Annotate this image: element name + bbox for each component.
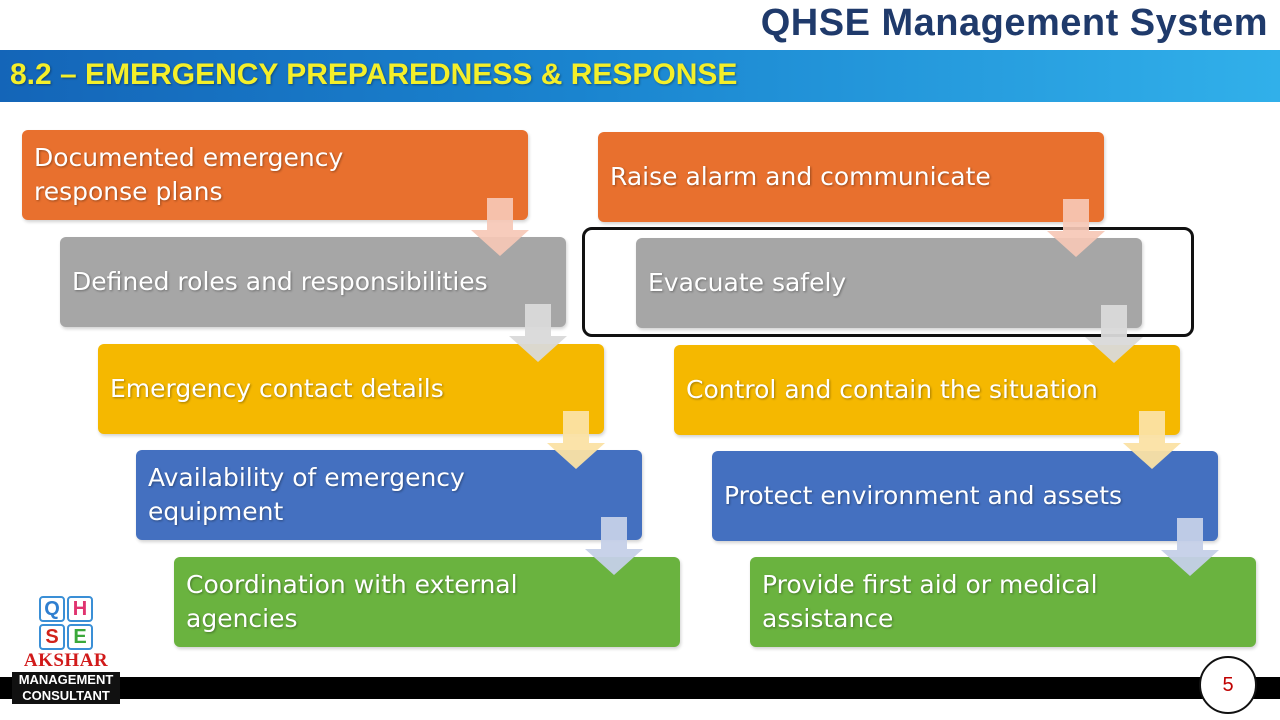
process-step-label: Protect environment and assets xyxy=(724,481,1123,510)
process-step-label: Control and contain the situation xyxy=(686,375,1098,404)
down-arrow-icon xyxy=(1161,518,1219,576)
down-arrow-icon xyxy=(547,411,605,469)
process-step-label: Provide first aid or medical assistance xyxy=(762,570,1098,633)
section-title: 8.2 – EMERGENCY PREPAREDNESS & RESPONSE xyxy=(10,58,738,91)
logo-letter: E xyxy=(67,624,93,650)
brand-title: QHSE Management System xyxy=(760,2,1268,44)
down-arrow-icon xyxy=(585,517,643,575)
process-step-label: Evacuate safely xyxy=(648,268,847,297)
process-step-label: Documented emergency response plans xyxy=(34,143,344,206)
process-step-label: Availability of emergency equipment xyxy=(148,463,465,526)
logo-letter: H xyxy=(67,596,93,622)
process-step-label: Coordination with external agencies xyxy=(186,570,518,633)
logo-name: AKSHAR xyxy=(23,650,109,671)
process-step-label: Emergency contact details xyxy=(110,374,444,403)
down-arrow-icon xyxy=(471,198,529,256)
logo-subtitle-line: MANAGEMENT xyxy=(18,672,114,687)
down-arrow-icon xyxy=(1047,199,1105,257)
logo-subtitle-line: CONSULTANT xyxy=(22,688,110,703)
company-logo xyxy=(10,596,122,708)
process-step-documented-plans xyxy=(22,130,528,220)
logo-letter: Q xyxy=(39,596,65,622)
process-step-label: Defined roles and responsibilities xyxy=(72,267,488,296)
down-arrow-icon xyxy=(1123,411,1181,469)
down-arrow-icon xyxy=(509,304,567,362)
logo-subtitle xyxy=(12,672,120,704)
process-step-label: Raise alarm and communicate xyxy=(610,162,991,191)
logo-letter: S xyxy=(39,624,65,650)
response-step-raise-alarm xyxy=(598,132,1104,222)
section-banner xyxy=(0,50,1280,102)
down-arrow-icon xyxy=(1085,305,1143,363)
footer-bar xyxy=(0,677,1280,699)
page-number: 5 xyxy=(1199,656,1257,714)
